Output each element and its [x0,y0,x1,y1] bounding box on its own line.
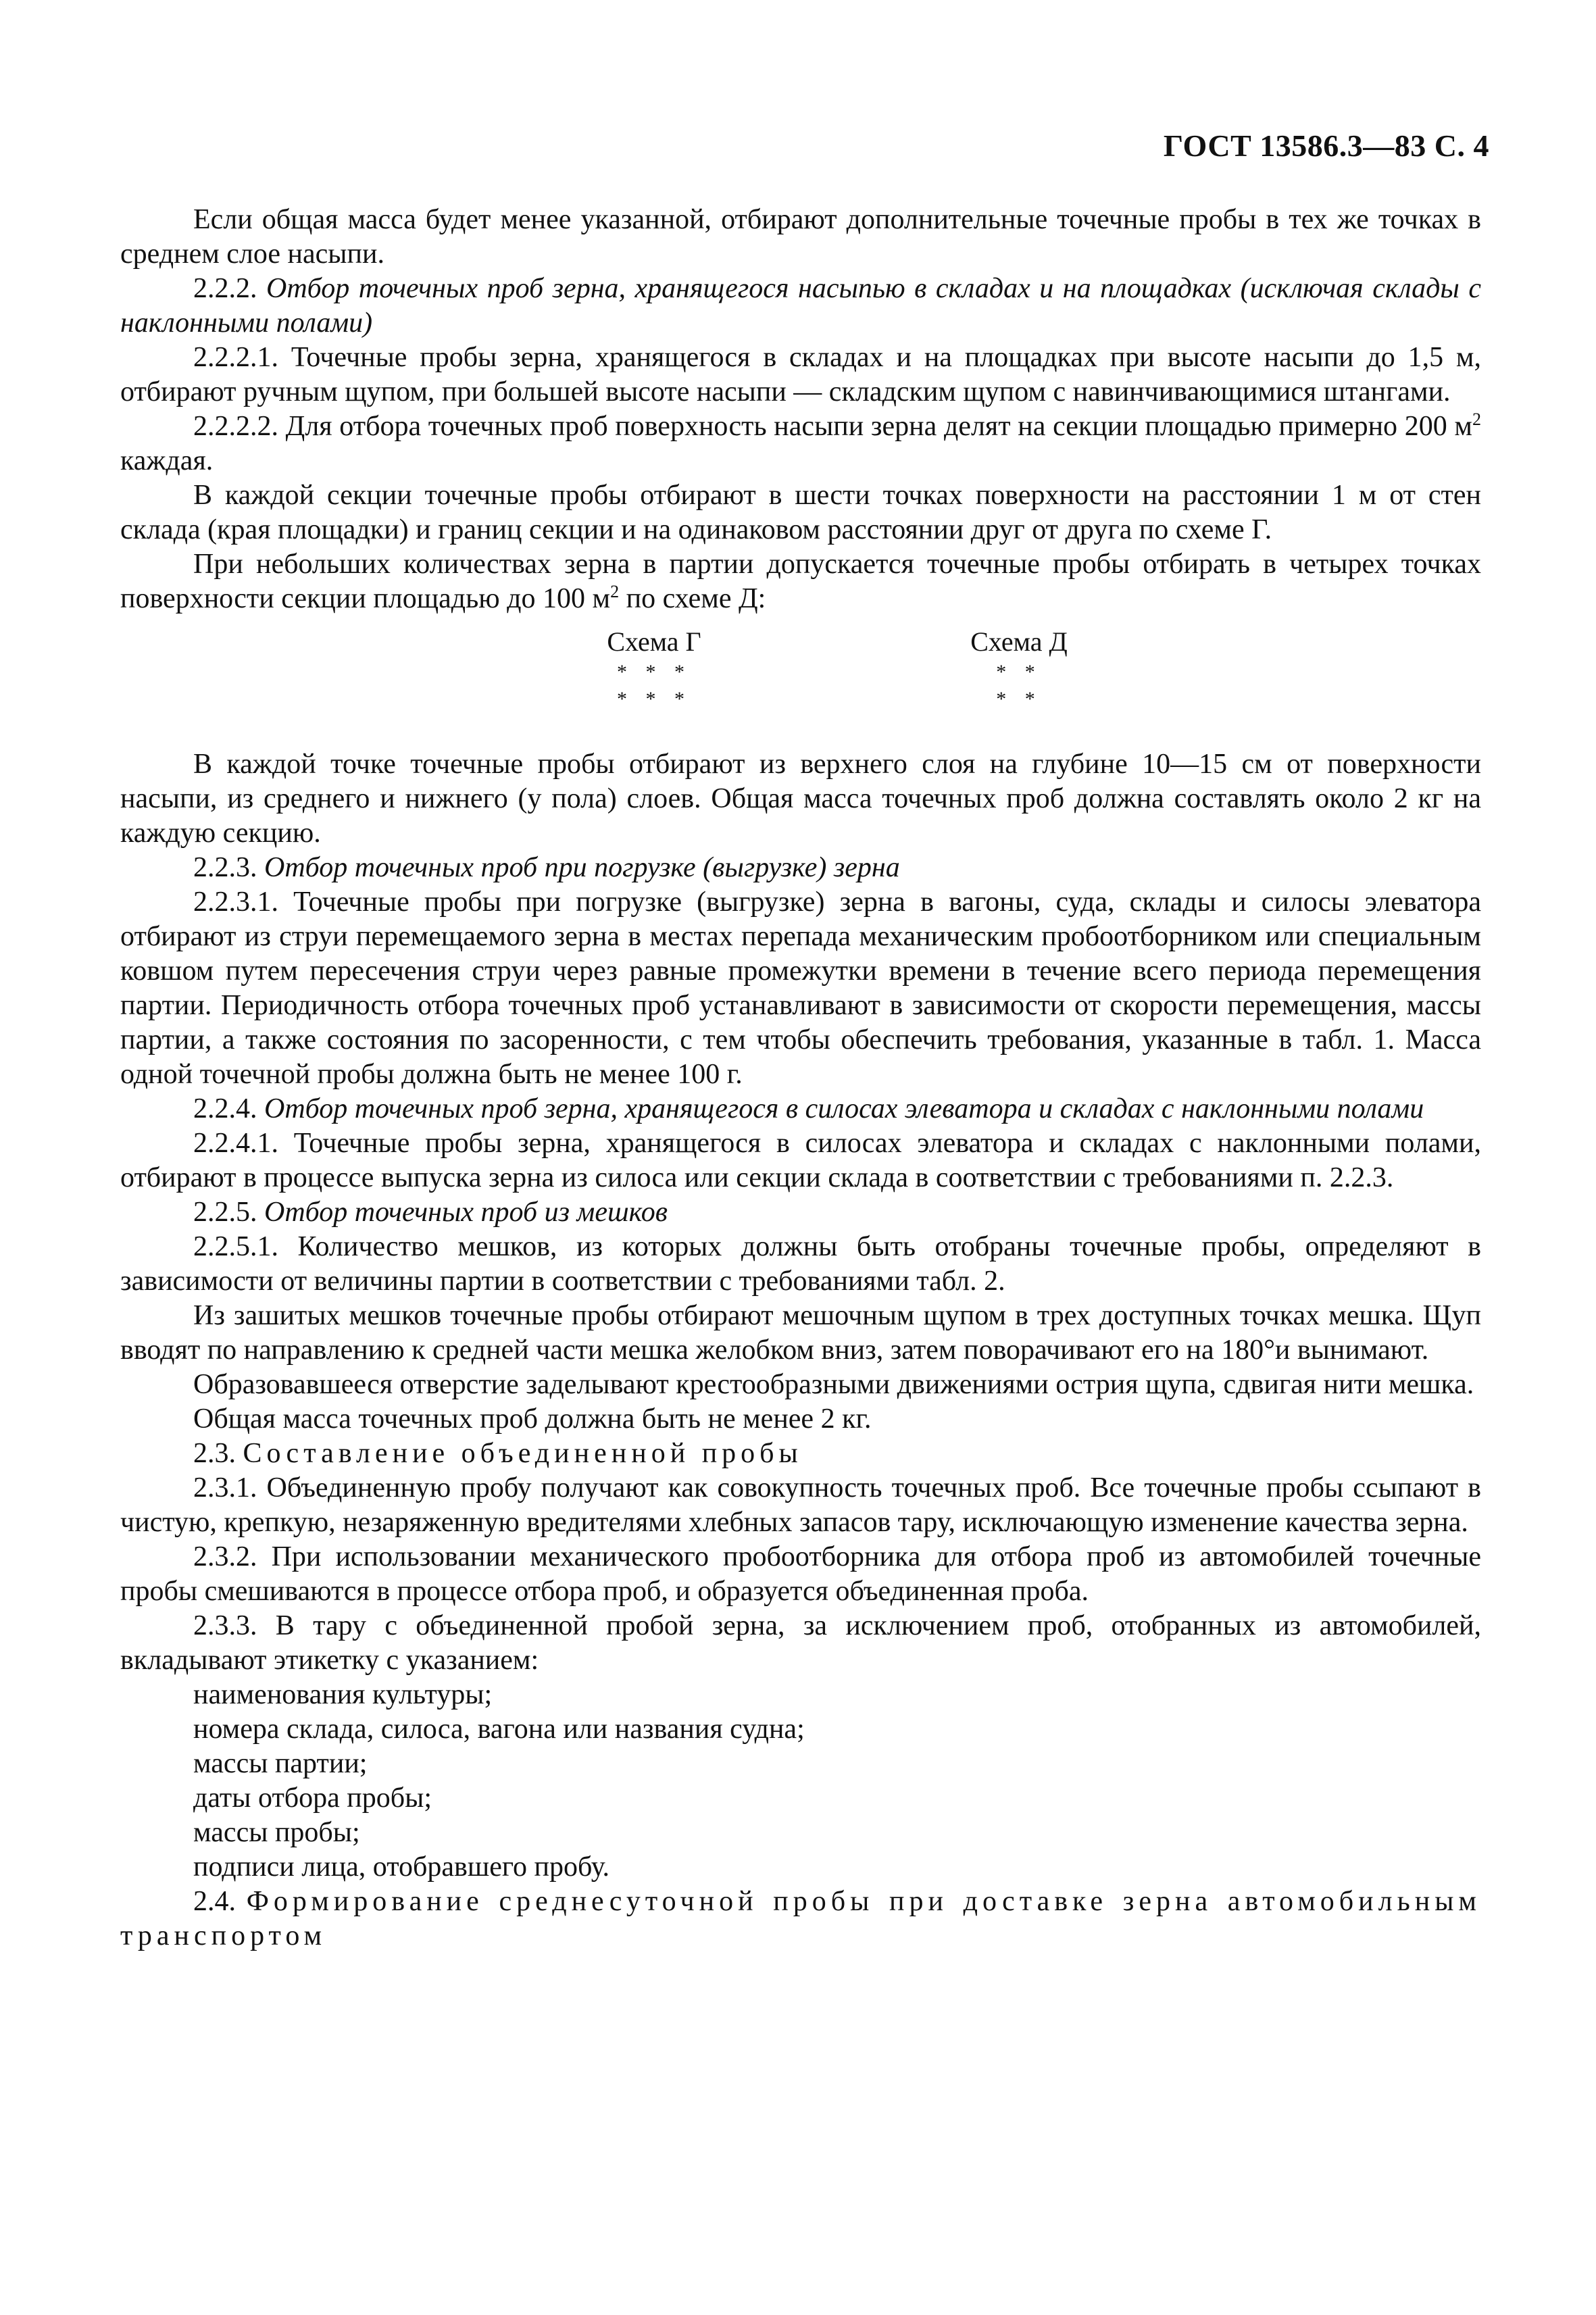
page-header: ГОСТ 13586.3—83 С. 4 [1163,128,1489,163]
list-item: массы партии; [193,1748,368,1779]
paragraph: В каждой точке точечные пробы отбирают из верхнего слоя на глубине 10—15 см от поверхности насыпи, из среднего и нижнего (у пола) слоев. Общая масса точечных проб должна составлять около 2 кг на каждую секцию. [120,749,1481,849]
paragraph: 2.2.5.1. Количество мешков, из которых должны быть отобраны точечные пробы, определяют в зависимости от величины партии в соответствии с требованиями табл. 2. [120,1231,1481,1297]
list-item: подписи лица, отобравшего пробу. [193,1851,610,1883]
section-heading-2-2-4 [120,1092,1481,1126]
paragraph: Образовавшееся отверстие заделывают крестообразными движениями острия щупа, сдвигая нити мешка. [193,1369,1474,1400]
section-heading-2-3 [120,1437,1481,1471]
list-item: наименования культуры; [193,1679,493,1710]
scheme-g [587,624,722,713]
paragraph: 2.3.2. При использовании механического пробоотборника для отбора проб из автомобилей точечные пробы смешиваются в процессе отбора проб, и образуется объединенная проба. [120,1541,1481,1607]
text-run: 2.2.2.2. Для отбора точечных проб поверхность насыпи зерна делят на секции площадью примерно 200 м [193,411,1472,442]
scheme-points-row: * * [996,688,1042,710]
paragraph: 2.3.1. Объединенную пробу получают как совокупность точечных проб. Все точечные пробы ссыпают в чистую, крепкую, незаряженную вредителями хлебных запасов тару, исключающую изменение качества зерна. [120,1472,1481,1538]
schemes-block [120,624,1481,738]
paragraph: 2.2.4.1. Точечные пробы зерна, хранящегося в силосах элеватора и складах с наклонными полами, отбирают в процессе выпуска зерна из силоса или секции склада в соответствии с требованиями п. 2.2.3. [120,1128,1481,1193]
paragraph: 2.2.2.1. Точечные пробы зерна, хранящегося в складах и на площадках при высоте насыпи до 1,5 м, отбирают ручным щупом, при большей высоте насыпи — складским щупом с навинчивающимися штангами. [120,342,1481,407]
section-number: 2.2.3. [193,852,257,883]
paragraph: 2.3.3. В тару с объединенной пробой зерна, за исключением проб, отобранных из автомобилей, вкладывают этикетку с указанием: [120,1610,1481,1676]
section-title: Отбор точечных проб зерна, хранящегося насыпью в складах и на площадках (исключая склады с наклонными полами) [120,273,1481,339]
section-title: Отбор точечных проб при погрузке (выгрузке) зерна [264,852,900,883]
paragraph: В каждой секции точечные пробы отбирают в шести точках поверхности на расстоянии 1 м от стен склада (края площадки) и границ секции и на одинаковом расстоянии друг от друга по схеме Г. [120,480,1481,545]
superscript: 2 [1472,409,1481,429]
section-number: 2.2.2. [193,273,257,304]
section-title: Составление объединенной пробы [243,1438,803,1469]
section-heading-2-4 [120,1885,1481,1953]
label-items-list [120,1678,1481,1885]
scheme-title: Схема Г [607,626,701,657]
document-body [120,203,1481,1953]
section-number: 2.2.5. [193,1197,257,1228]
section-heading-2-2-5 [120,1195,1481,1230]
paragraph: Из зашитых мешков точечные пробы отбирают мешочным щупом в трех доступных точках мешка. Щуп вводят по направлению к средней части мешка желобком вниз, затем поворачивают его на 180°и вынимают. [120,1300,1481,1366]
paragraph [120,409,1481,478]
section-number: 2.4. [193,1886,236,1917]
section-heading-2-2-3 [120,851,1481,885]
section-heading-2-2-2 [120,272,1481,341]
paragraph: Если общая масса будет менее указанной, отбирают дополнительные точечные пробы в тех же точках в среднем слое насыпи. [120,204,1481,270]
paragraph [120,547,1481,616]
text-run: При небольших количествах зерна в партии допускается точечные пробы отбирать в четырех точках поверхности секции площадью до 100 м [120,549,1481,614]
scheme-points-row: * * * [617,688,691,710]
section-title: Отбор точечных проб из мешков [264,1197,668,1228]
section-title: Формирование среднесуточной пробы при доставке зерна автомобильным транспортом [120,1886,1482,1951]
section-number: 2.3. [193,1438,236,1469]
scheme-d [951,624,1087,713]
scheme-title: Схема Д [970,626,1068,657]
superscript: 2 [610,582,620,601]
text-run: каждая. [120,445,214,476]
list-item: даты отбора пробы; [193,1783,432,1814]
list-item: номера склада, силоса, вагона или названия судна; [193,1714,805,1745]
scheme-points-row: * * * [617,661,691,683]
section-number: 2.2.4. [193,1093,257,1124]
paragraph: 2.2.3.1. Точечные пробы при погрузке (выгрузке) зерна в вагоны, суда, склады и силосы элеватора отбирают из струи перемещаемого зерна в местах перепада механическим пробоотборником или специальным ковшом путем пересечения струи через равные промежутки времени в течение всего периода перемещения партии. Периодичность отбора точечных проб устанавливают в зависимости от скорости перемещения, массы партии, а также состояния по засоренности, с тем чтобы обеспечить требования, указанные в табл. 1. Масса одной точечной пробы должна быть не менее 100 г. [120,887,1481,1090]
paragraph: Общая масса точечных проб должна быть не менее 2 кг. [193,1403,872,1435]
scheme-points-row: * * [996,661,1042,683]
text-run: по схеме Д: [619,583,766,614]
list-item: массы пробы; [193,1817,360,1848]
section-title: Отбор точечных проб зерна, хранящегося в силосах элеватора и складах с наклонными полами [264,1093,1424,1124]
